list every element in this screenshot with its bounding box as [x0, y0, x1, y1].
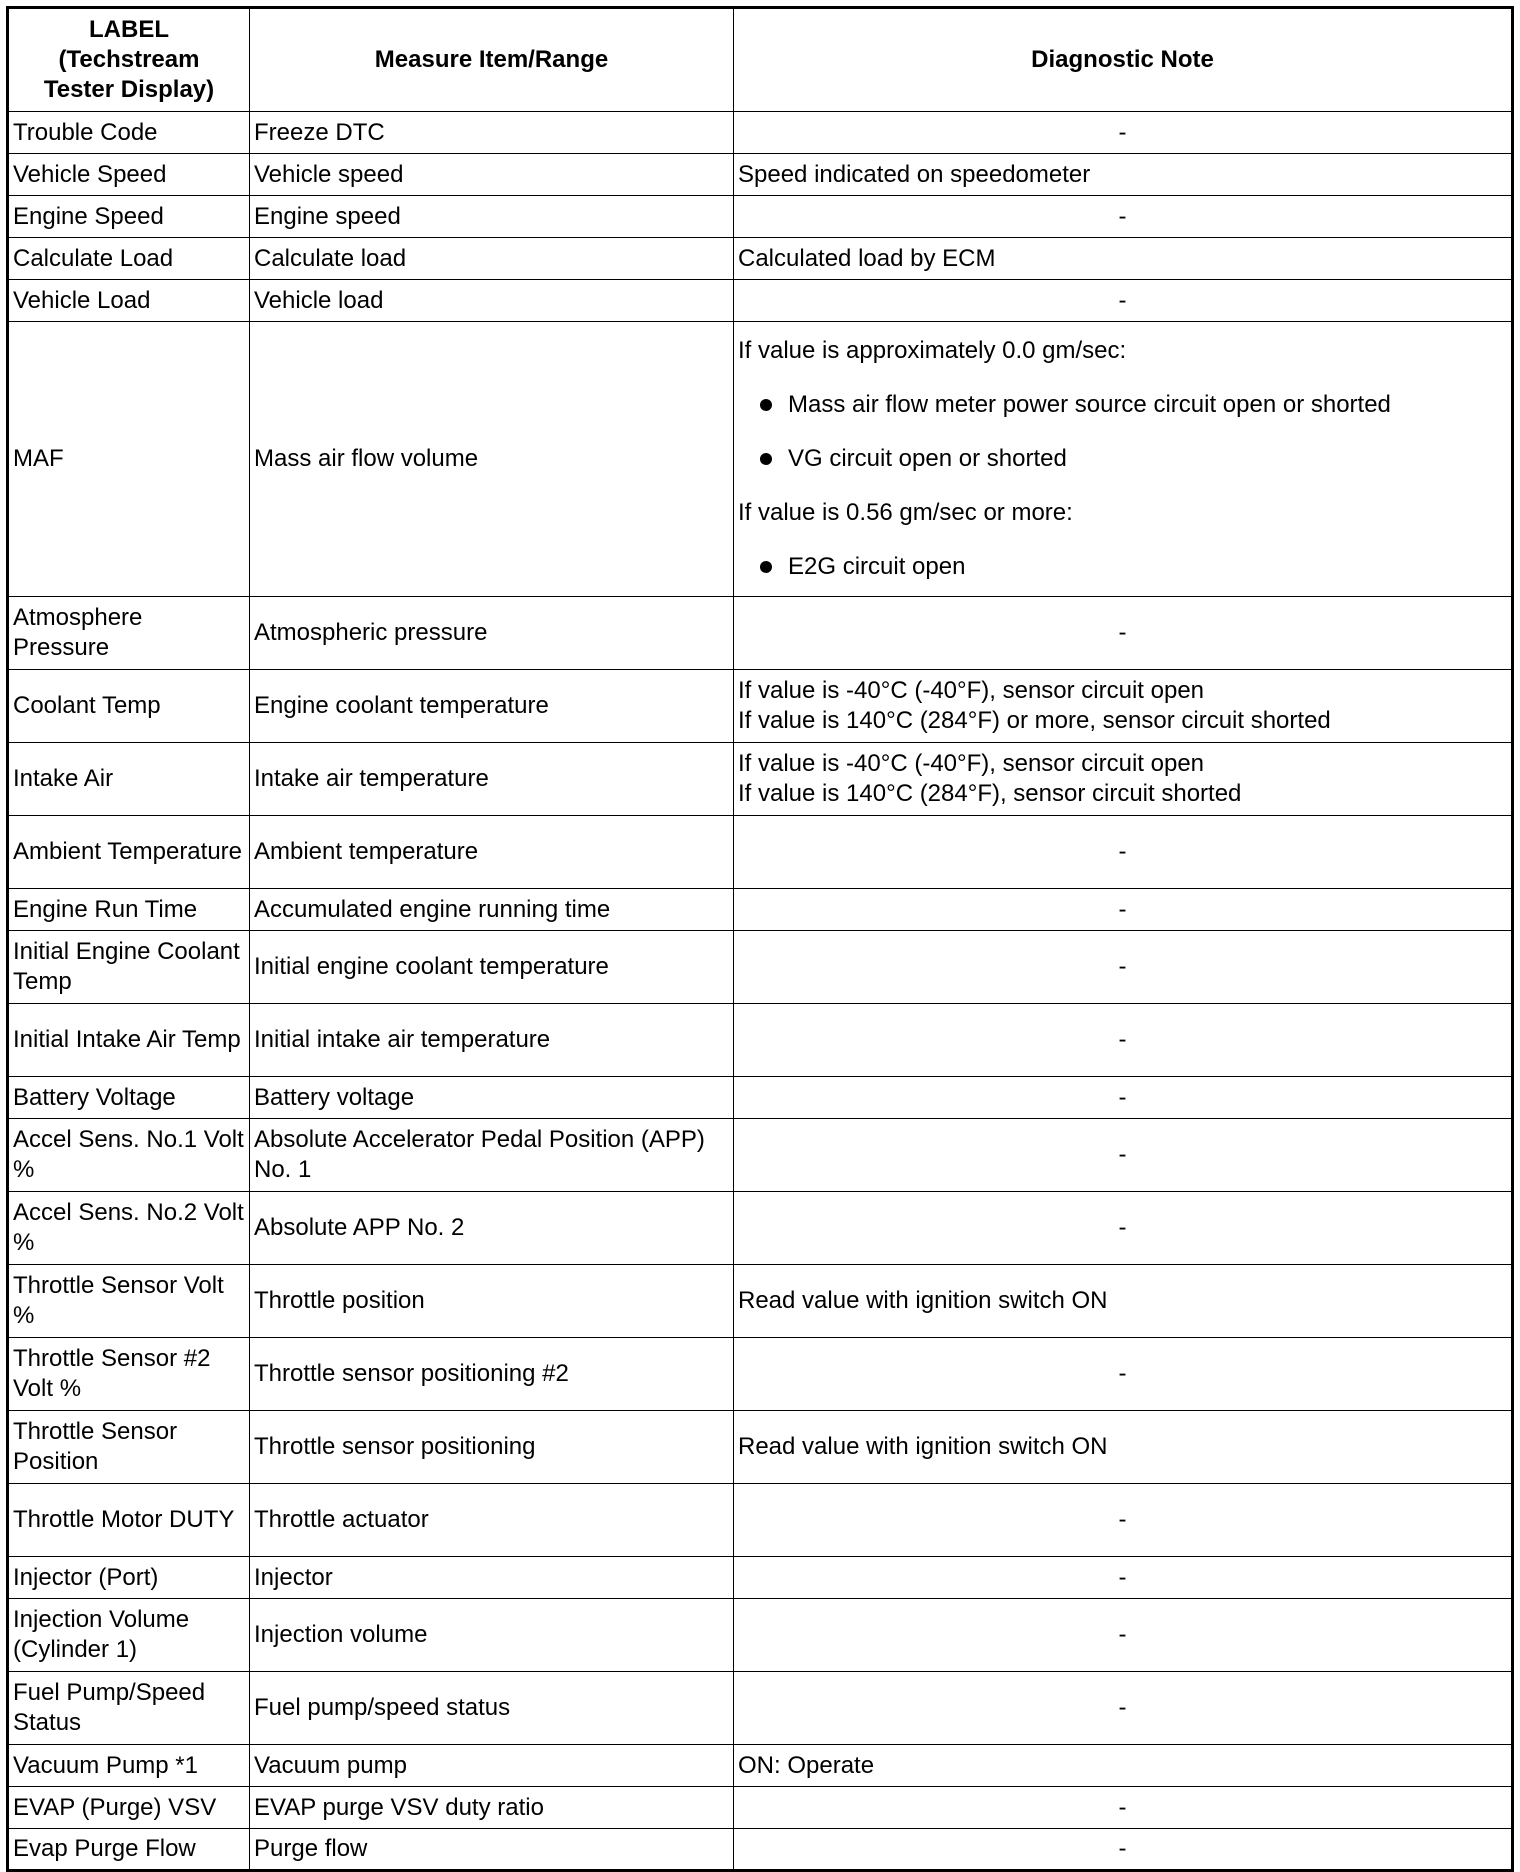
cell-note: Read value with ignition switch ON [734, 1411, 1513, 1484]
cell-note: - [734, 597, 1513, 670]
cell-label: Throttle Sensor Volt % [8, 1265, 250, 1338]
cell-label: Throttle Sensor #2 Volt % [8, 1338, 250, 1411]
note-line: If value is approximately 0.0 gm/sec: [738, 337, 1127, 364]
table-row [8, 154, 1513, 196]
cell-measure: Fuel pump/speed status [250, 1672, 734, 1745]
cell-label: Battery Voltage [8, 1077, 250, 1119]
table-row [8, 1192, 1513, 1265]
header-label: LABEL (Techstream Tester Display) [8, 8, 250, 112]
cell-note: - [734, 1599, 1513, 1672]
cell-note: Speed indicated on speedometer [734, 154, 1513, 196]
header-measure: Measure Item/Range [250, 8, 734, 112]
cell-label: Throttle Sensor Position [8, 1411, 250, 1484]
cell-label: Coolant Temp [8, 670, 250, 743]
cell-note: - [734, 1192, 1513, 1265]
cell-measure: Throttle sensor positioning [250, 1411, 734, 1484]
cell-label: Initial Engine Coolant Temp [8, 931, 250, 1004]
cell-measure: Injection volume [250, 1599, 734, 1672]
cell-label: Trouble Code [8, 112, 250, 154]
cell-measure: Throttle position [250, 1265, 734, 1338]
cell-measure: Mass air flow volume [250, 322, 734, 597]
table-header-row [8, 8, 1513, 112]
cell-note: - [734, 1787, 1513, 1829]
table-row [8, 1338, 1513, 1411]
cell-label: Accel Sens. No.1 Volt % [8, 1119, 250, 1192]
note-bullet: VG circuit open or shorted [738, 432, 1507, 486]
cell-measure: Absolute Accelerator Pedal Position (APP) No. 1 [250, 1119, 734, 1192]
table-row [8, 1004, 1513, 1077]
cell-measure: Engine coolant temperature [250, 670, 734, 743]
table-row [8, 1599, 1513, 1672]
table-row [8, 1787, 1513, 1829]
cell-label: Fuel Pump/Speed Status [8, 1672, 250, 1745]
cell-measure: Battery voltage [250, 1077, 734, 1119]
cell-note: - [734, 1829, 1513, 1871]
table-row [8, 670, 1513, 743]
cell-label: Vehicle Speed [8, 154, 250, 196]
cell-note: - [734, 112, 1513, 154]
table-row [8, 196, 1513, 238]
table-row [8, 1265, 1513, 1338]
cell-label: Vehicle Load [8, 280, 250, 322]
cell-label: Accel Sens. No.2 Volt % [8, 1192, 250, 1265]
cell-measure: Throttle sensor positioning #2 [250, 1338, 734, 1411]
cell-label: Engine Speed [8, 196, 250, 238]
cell-label: Calculate Load [8, 238, 250, 280]
cell-note: - [734, 1484, 1513, 1557]
cell-note: - [734, 1338, 1513, 1411]
cell-label: Intake Air [8, 743, 250, 816]
cell-measure: Intake air temperature [250, 743, 734, 816]
table-row [8, 1829, 1513, 1871]
cell-note: - [734, 196, 1513, 238]
cell-note: - [734, 816, 1513, 889]
table-row [8, 1484, 1513, 1557]
table-row [8, 280, 1513, 322]
cell-measure: Accumulated engine running time [250, 889, 734, 931]
cell-label: Atmosphere Pressure [8, 597, 250, 670]
cell-note: If value is -40°C (-40°F), sensor circuit open If value is 140°C (284°F) or more, sensor circuit shorted [734, 670, 1513, 743]
note-bullet: E2G circuit open [738, 540, 1507, 594]
cell-measure: Vehicle speed [250, 154, 734, 196]
table-row [8, 743, 1513, 816]
table-row [8, 1672, 1513, 1745]
cell-measure: Purge flow [250, 1829, 734, 1871]
cell-note: - [734, 1004, 1513, 1077]
table-row [8, 322, 1513, 597]
cell-measure: Ambient temperature [250, 816, 734, 889]
cell-label: Injector (Port) [8, 1557, 250, 1599]
note-line: If value is 0.56 gm/sec or more: [738, 499, 1073, 526]
cell-label: Throttle Motor DUTY [8, 1484, 250, 1557]
cell-measure: Initial engine coolant temperature [250, 931, 734, 1004]
table-row [8, 1557, 1513, 1599]
table-row [8, 931, 1513, 1004]
table-row [8, 1119, 1513, 1192]
table-row [8, 889, 1513, 931]
table-row [8, 112, 1513, 154]
table-row [8, 238, 1513, 280]
cell-label: EVAP (Purge) VSV [8, 1787, 250, 1829]
cell-note: If value is -40°C (-40°F), sensor circuit open If value is 140°C (284°F), sensor circuit shorted [734, 743, 1513, 816]
cell-label: Vacuum Pump *1 [8, 1745, 250, 1787]
header-note: Diagnostic Note [734, 8, 1513, 112]
cell-note: ON: Operate [734, 1745, 1513, 1787]
cell-note: - [734, 931, 1513, 1004]
cell-label: Engine Run Time [8, 889, 250, 931]
note-bullet: Mass air flow meter power source circuit open or shorted [738, 378, 1507, 432]
cell-label: Injection Volume (Cylinder 1) [8, 1599, 250, 1672]
cell-note: Calculated load by ECM [734, 238, 1513, 280]
cell-measure: Absolute APP No. 2 [250, 1192, 734, 1265]
cell-measure: Atmospheric pressure [250, 597, 734, 670]
cell-measure: Vacuum pump [250, 1745, 734, 1787]
cell-note: - [734, 1077, 1513, 1119]
cell-measure: Calculate load [250, 238, 734, 280]
table-row [8, 1745, 1513, 1787]
cell-label: Ambient Temperature [8, 816, 250, 889]
cell-measure: Engine speed [250, 196, 734, 238]
table-row [8, 1077, 1513, 1119]
cell-measure: Injector [250, 1557, 734, 1599]
table-row [8, 1411, 1513, 1484]
cell-label: Initial Intake Air Temp [8, 1004, 250, 1077]
cell-measure: Throttle actuator [250, 1484, 734, 1557]
cell-measure: Freeze DTC [250, 112, 734, 154]
cell-measure: EVAP purge VSV duty ratio [250, 1787, 734, 1829]
cell-note [734, 322, 1513, 597]
cell-label: Evap Purge Flow [8, 1829, 250, 1871]
table-row [8, 816, 1513, 889]
cell-note: - [734, 280, 1513, 322]
cell-note: - [734, 1672, 1513, 1745]
cell-note: - [734, 1557, 1513, 1599]
cell-note: Read value with ignition switch ON [734, 1265, 1513, 1338]
table-row [8, 597, 1513, 670]
cell-label: MAF [8, 322, 250, 597]
cell-note: - [734, 889, 1513, 931]
cell-measure: Initial intake air temperature [250, 1004, 734, 1077]
diagnostic-data-table [6, 6, 1514, 1872]
cell-measure: Vehicle load [250, 280, 734, 322]
cell-note: - [734, 1119, 1513, 1192]
